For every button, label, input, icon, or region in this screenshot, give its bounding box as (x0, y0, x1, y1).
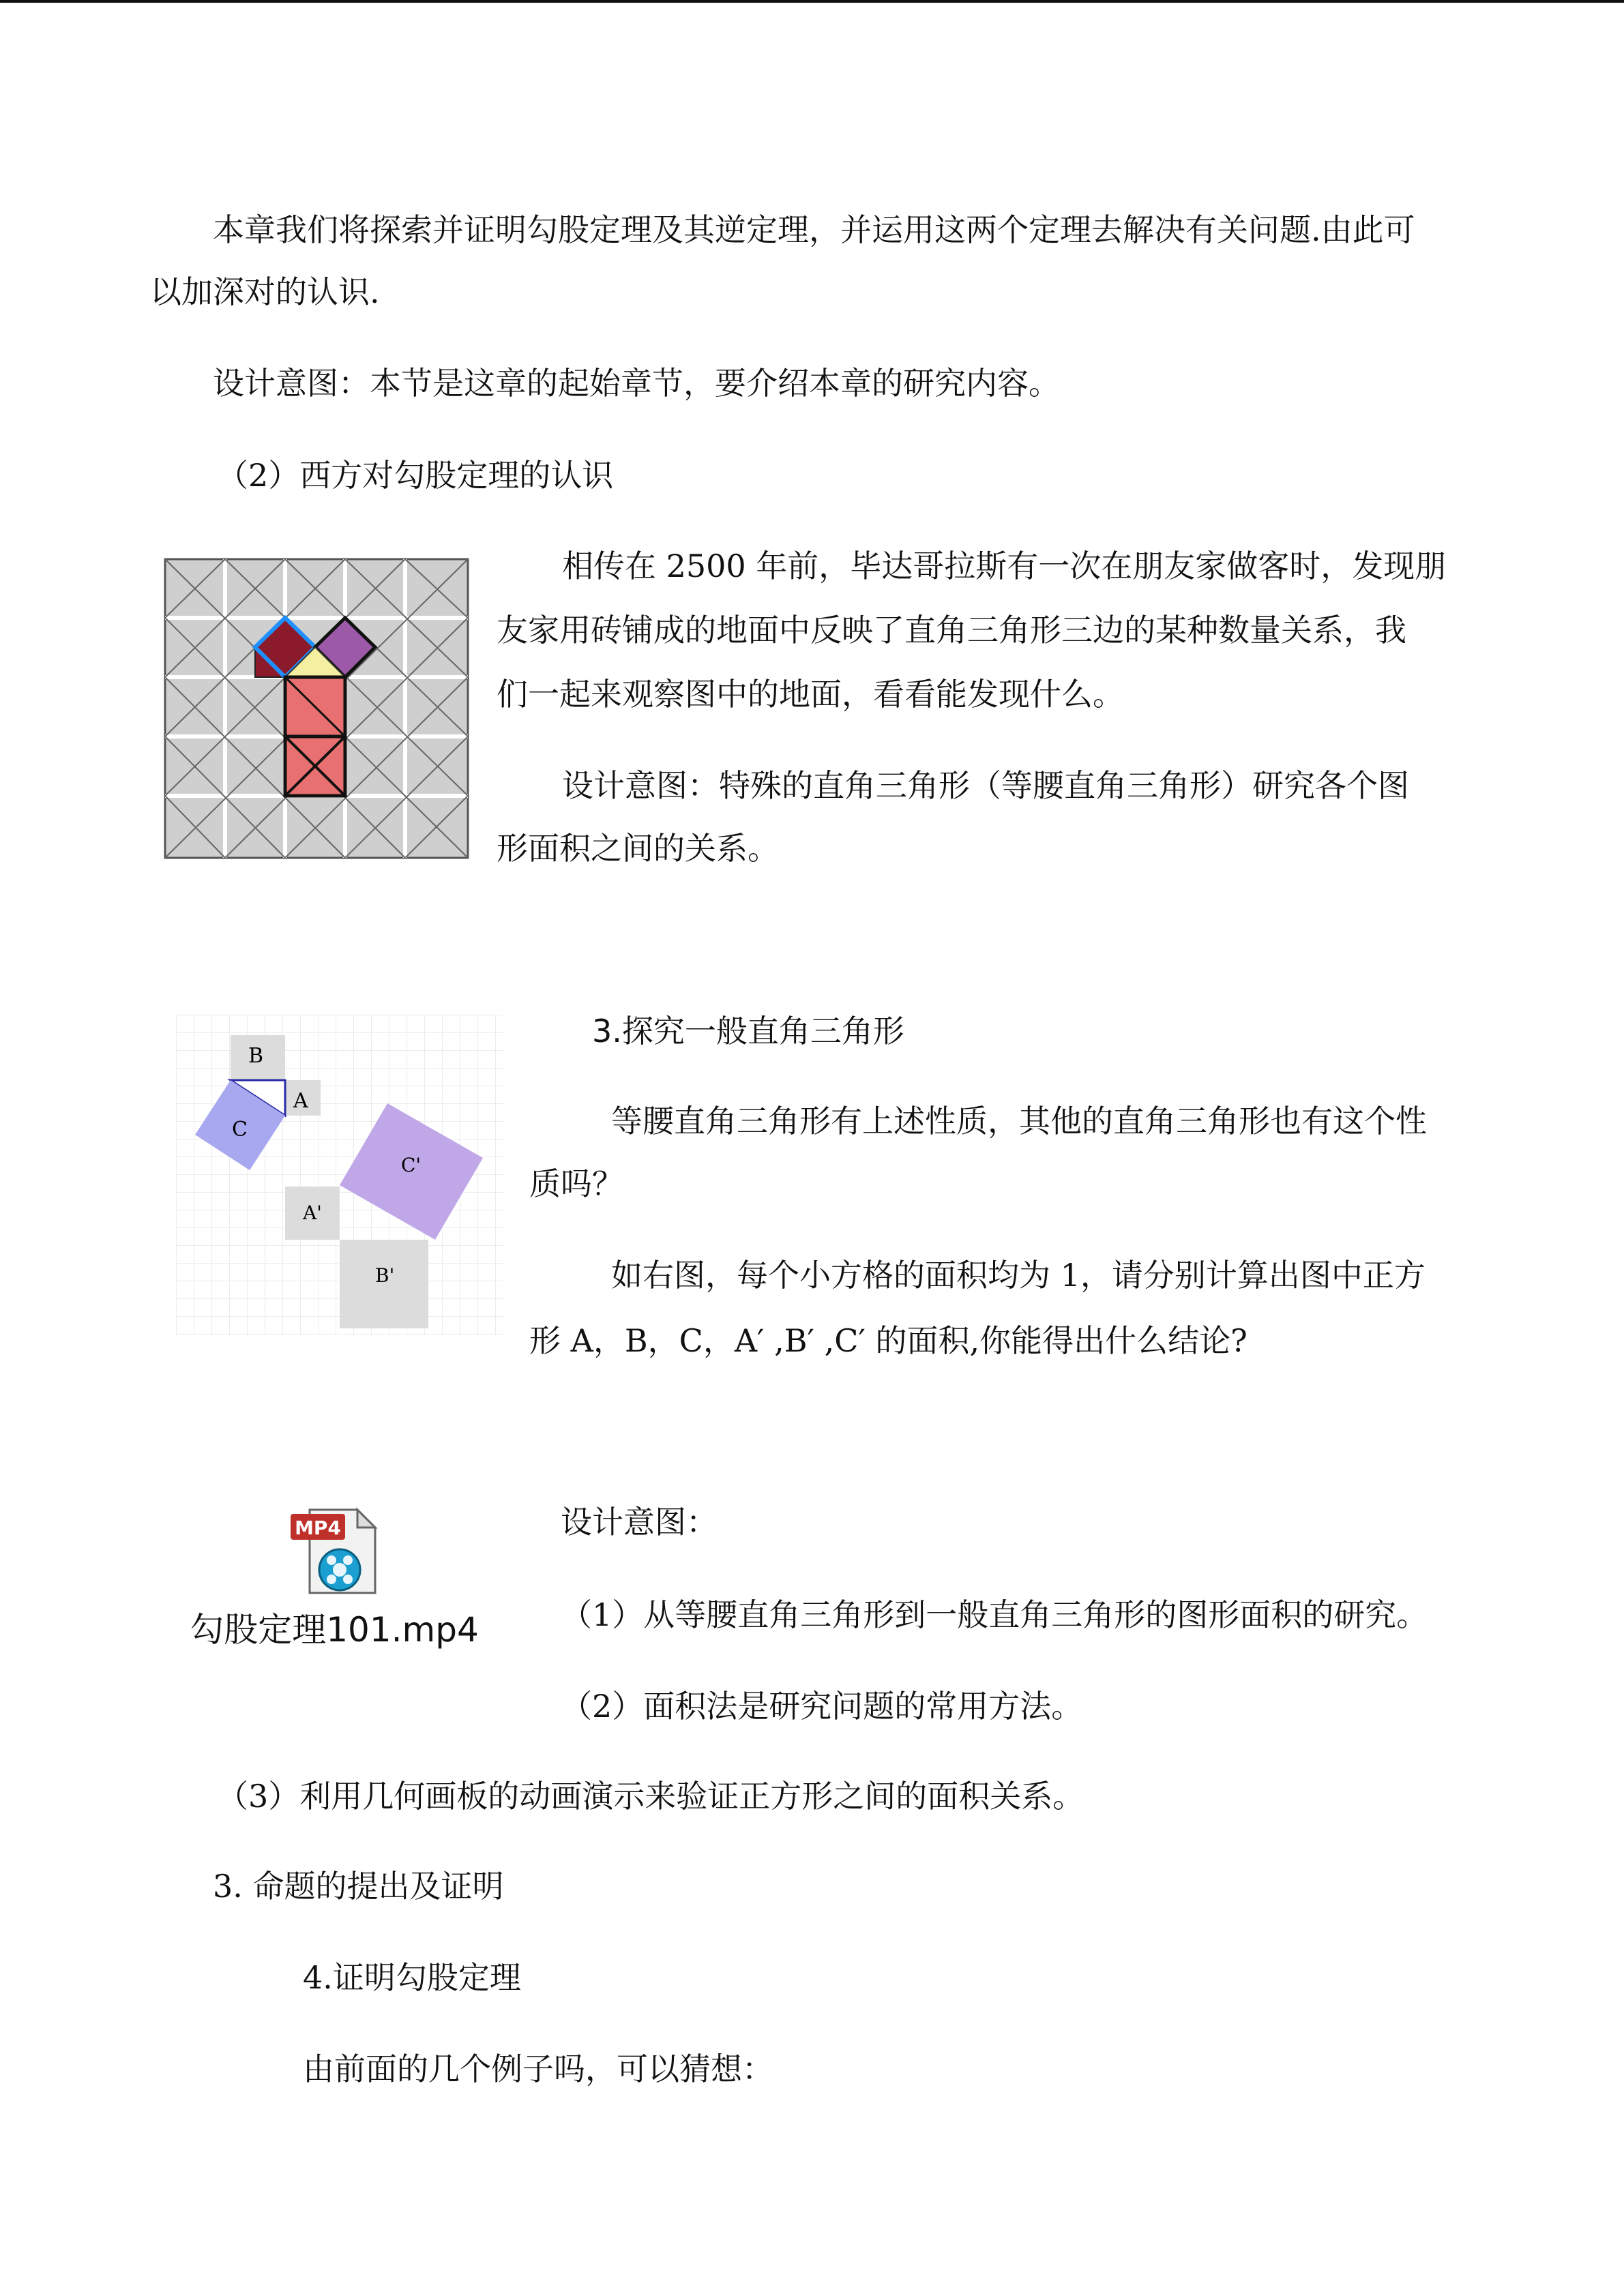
section-4-heading: 4.证明勾股定理 (303, 1959, 521, 1996)
grid-squares-figure (176, 1015, 503, 1335)
design2-item-1: （1）从等腰直角三角形到一般直角三角形的图形面积的研究。 (561, 1596, 1428, 1633)
page-top-border (0, 0, 1624, 3)
intro-line-1: 本章我们将探索并证明勾股定理及其逆定理，并运用这两个定理去解决有关问题.由此可 (213, 211, 1415, 248)
label-c: C (232, 1118, 248, 1142)
pythagoras-design-line-1: 设计意图：特殊的直角三角形（等腰直角三角形）研究各个图 (562, 767, 1409, 804)
label-c-prime: C' (401, 1154, 422, 1176)
label-b-prime: B' (375, 1264, 395, 1287)
explore-p1-line-1: 等腰直角三角形有上述性质，其他的直角三角形也有这个性 (611, 1103, 1427, 1139)
conjecture-text: 由前面的几个例子吗，可以猜想： (303, 2051, 773, 2087)
intro-line-2: 以加深对的认识. (150, 273, 380, 310)
mp4-filename[interactable]: 勾股定理101.mp4 (190, 1610, 479, 1650)
explore-p2-line-1: 如右图，每个小方格的面积均为 1，请分别计算出图中正方 (611, 1257, 1426, 1294)
mp4-badge: MP4 (295, 1517, 341, 1539)
heading-western-recognition: （2）西方对勾股定理的认识 (217, 457, 614, 494)
design2-title: 设计意图： (561, 1504, 718, 1540)
explore-p2-line-2: 形 A，B，C，A′ ,B′ ,C′ 的面积,你能得出什么结论? (529, 1322, 1247, 1359)
label-b: B (248, 1044, 264, 1068)
label-a-prime: A' (303, 1202, 322, 1224)
mp4-file-icon[interactable] (289, 1507, 379, 1596)
design-intent-1: 设计意图：本节是这章的起始章节，要介绍本章的研究内容。 (213, 365, 1060, 402)
explore-heading: 3.探究一般直角三角形 (592, 1013, 904, 1049)
design2-item-2: （2）面积法是研究问题的常用方法。 (561, 1688, 1083, 1725)
tile-floor-figure (164, 558, 469, 859)
pythagoras-design-line-2: 形面积之间的关系。 (497, 830, 779, 867)
section-3-heading: 3. 命题的提出及证明 (213, 1868, 504, 1905)
pythagoras-line-3: 们一起来观察图中的地面，看看能发现什么。 (497, 676, 1124, 713)
pythagoras-line-2: 友家用砖铺成的地面中反映了直角三角形三边的某种数量关系，我 (497, 612, 1406, 648)
explore-p1-line-2: 质吗？ (529, 1165, 623, 1202)
pythagoras-line-1: 相传在 2500 年前，毕达哥拉斯有一次在朋友家做客时，发现朋 (562, 548, 1447, 584)
design2-item-3: （3）利用几何画板的动画演示来验证正方形之间的面积关系。 (217, 1778, 1084, 1815)
label-a: A (293, 1089, 308, 1113)
